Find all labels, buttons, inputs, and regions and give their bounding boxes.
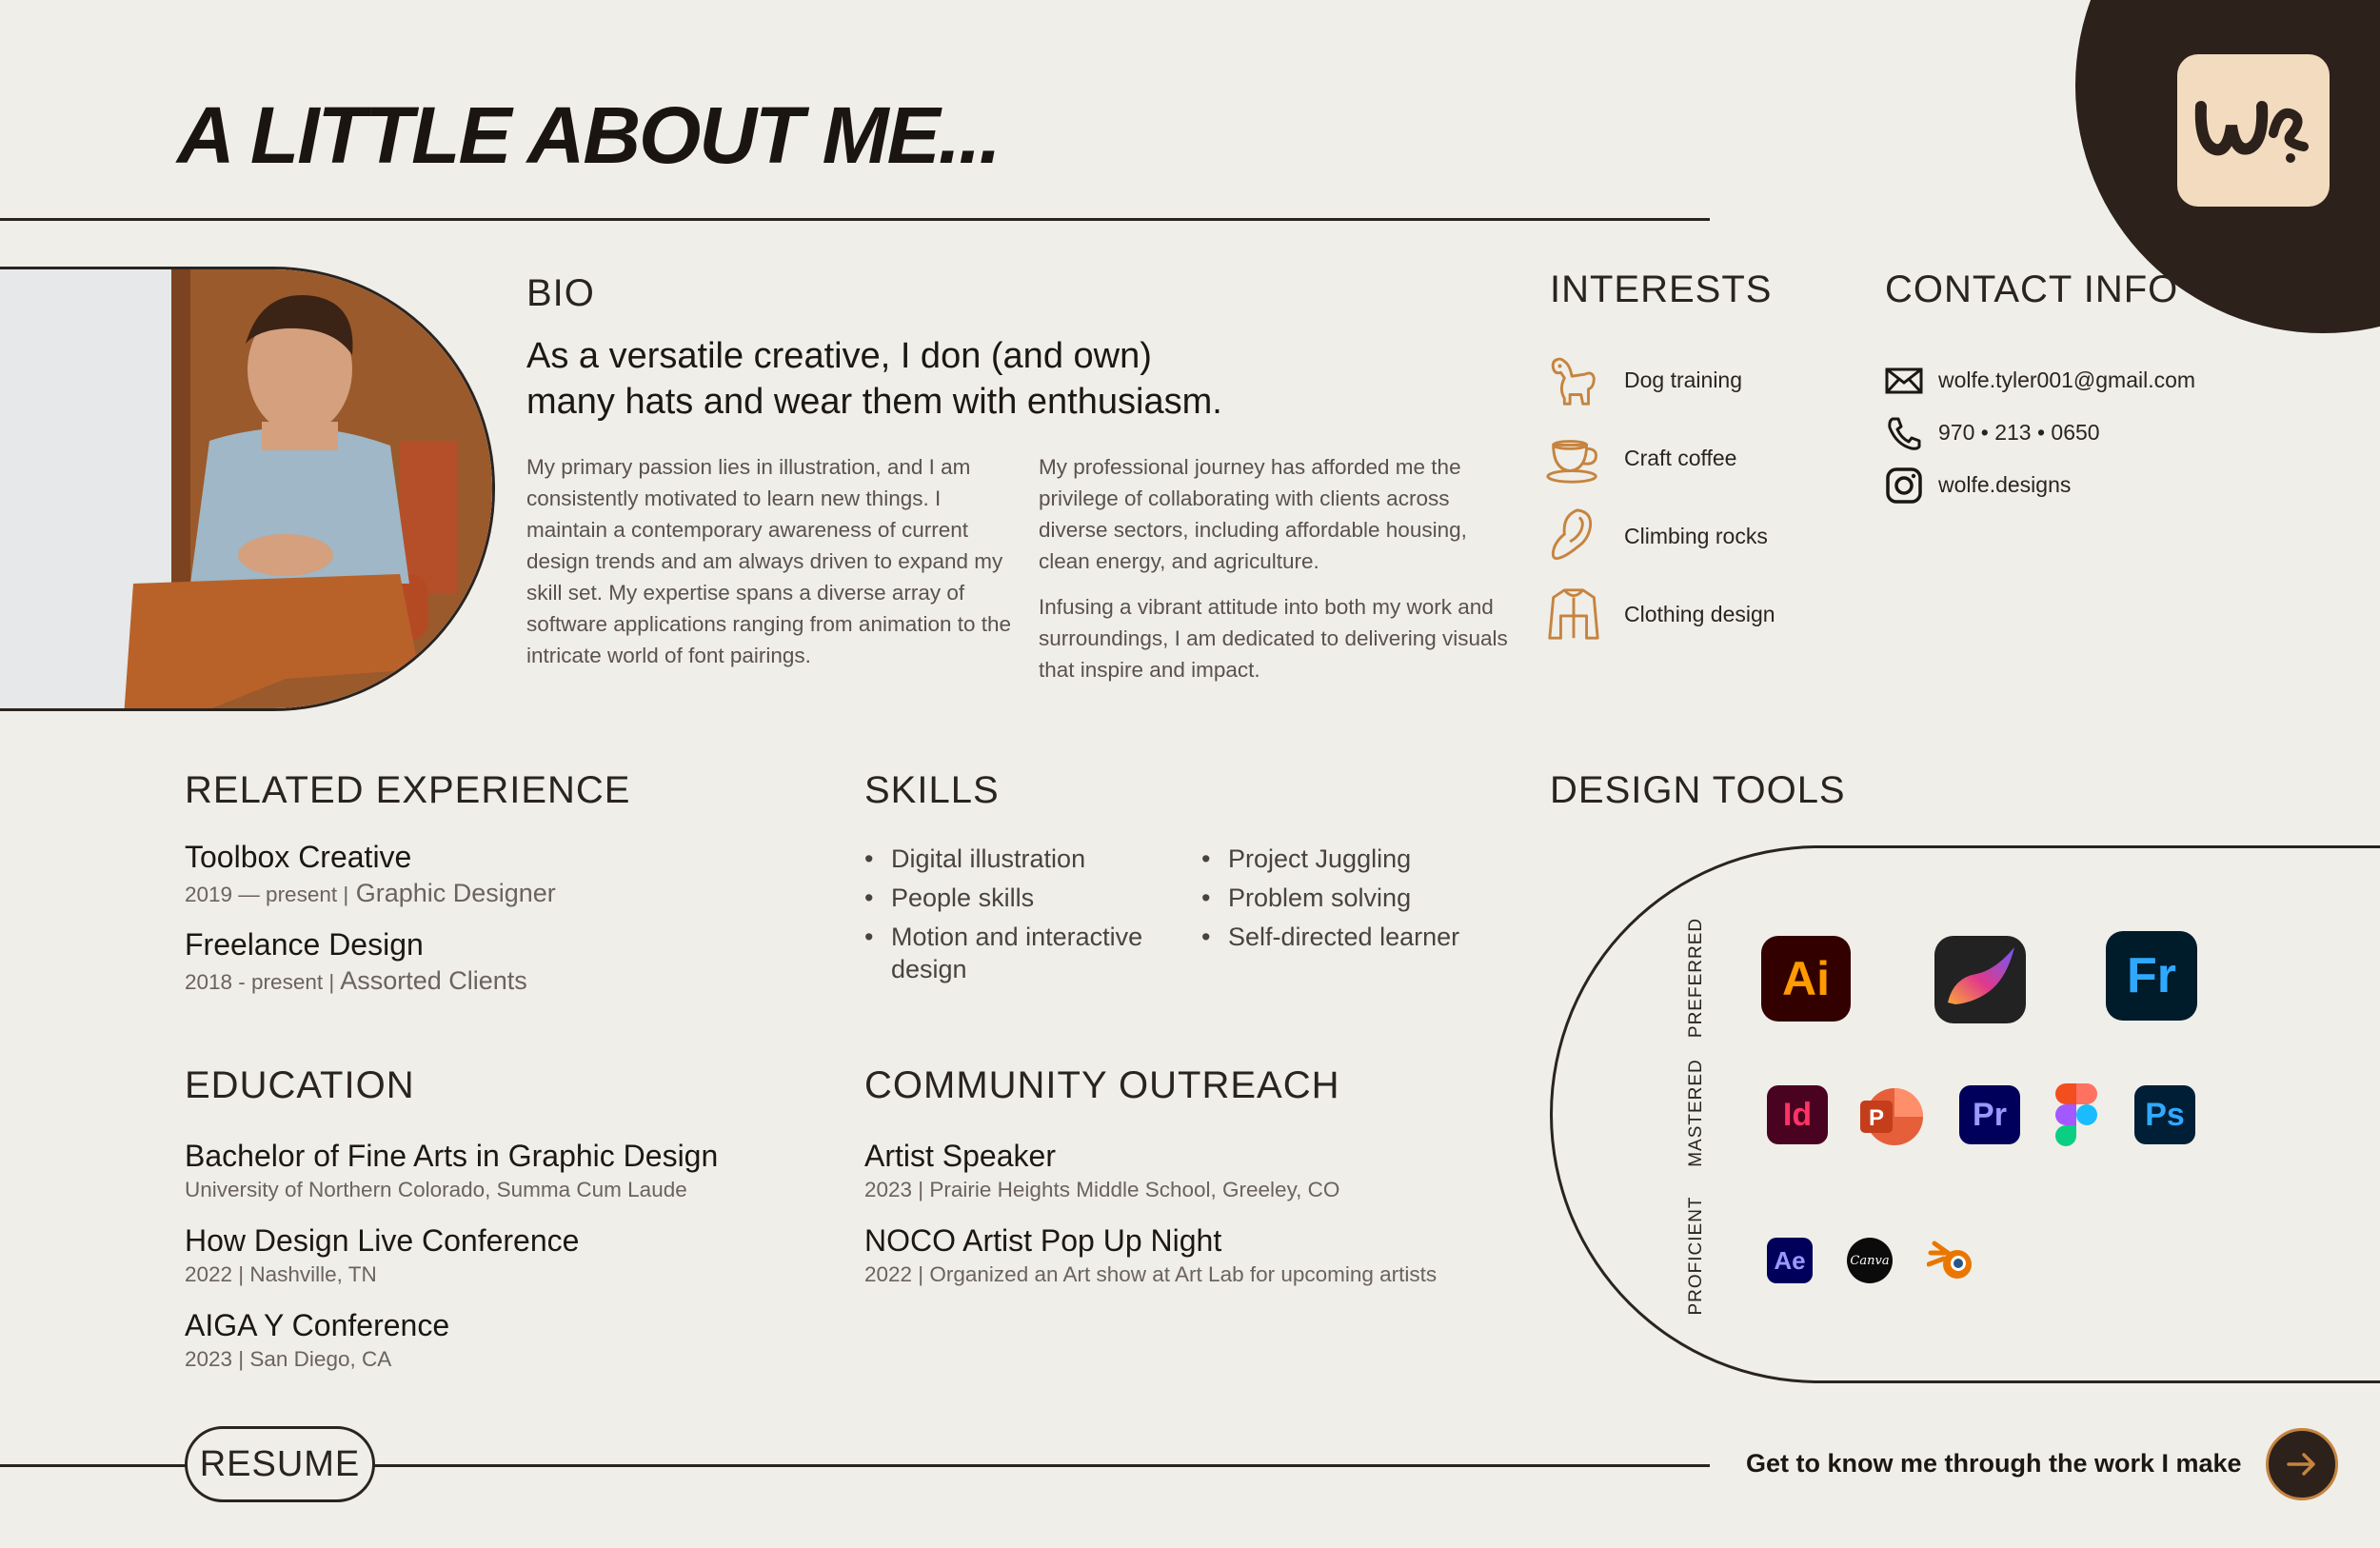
skills-list-2: [1201, 843, 1506, 960]
arrow-right-icon: [2285, 1451, 2319, 1478]
skill-item: • Motion and interactive design: [864, 921, 1179, 985]
education-title-text: How Design Live Conference: [185, 1223, 580, 1258]
tier-label-mastered: MASTERED: [1686, 1059, 1706, 1167]
profile-photo: [0, 267, 495, 711]
list-item: [1544, 347, 1775, 413]
outreach-meta: 2022 | Organized an Art show at Art Lab for upcoming artists: [864, 1262, 1438, 1286]
contact-list: [1885, 354, 2195, 511]
experience-dates: 2018 - present |: [185, 970, 335, 994]
education-list: [185, 1139, 718, 1372]
instagram-text: wolfe.designs: [1938, 472, 2072, 497]
powerpoint-shape: [1858, 1087, 1925, 1146]
after-effects-icon[interactable]: [1767, 1238, 1813, 1283]
portrait-image: [0, 269, 495, 711]
blender-icon[interactable]: [1927, 1240, 1978, 1281]
experience-list: [185, 840, 556, 996]
indesign-icon[interactable]: [1767, 1085, 1828, 1144]
illustrator-icon[interactable]: [1761, 936, 1851, 1022]
skill-item: • Problem solving: [1201, 882, 1506, 914]
list-item: [185, 840, 556, 908]
outreach-title: COMMUNITY OUTREACH: [864, 1064, 1340, 1106]
page-title: A LITTLE ABOUT ME...: [177, 90, 1000, 180]
interests-list: [1544, 347, 1775, 647]
interests-title: INTERESTS: [1550, 268, 1773, 310]
tier-label-preferred: PREFERRED: [1686, 917, 1706, 1039]
education-title-text: AIGA Y Conference: [185, 1308, 450, 1342]
skills-list-1: [864, 843, 1179, 992]
procreate-icon[interactable]: [1934, 936, 2026, 1023]
indesign-label: Id: [1782, 1096, 1813, 1133]
bio-title: BIO: [526, 272, 595, 314]
education-meta: University of Northern Colorado, Summa Cum Laude: [185, 1178, 687, 1201]
interest-label: Climbing rocks: [1624, 523, 1768, 548]
experience-role: Assorted Clients: [334, 966, 527, 995]
experience-meta: [185, 879, 556, 908]
list-item: [185, 1139, 718, 1202]
outreach-title-text: NOCO Artist Pop Up Night: [864, 1223, 1222, 1258]
experience-company: Freelance Design: [185, 927, 424, 962]
contact-title: CONTACT INFO: [1885, 268, 2179, 310]
list-item: [1544, 425, 1775, 491]
skills-title: SKILLS: [864, 769, 1000, 811]
phone-icon: [1885, 416, 1923, 450]
bio-tagline-1: As a versatile creative, I don (and own): [526, 336, 1152, 376]
coffee-cup-icon: [1544, 428, 1603, 487]
logo[interactable]: [2177, 54, 2330, 207]
list-item: [185, 1308, 718, 1372]
skill-item: • Digital illustration: [864, 843, 1179, 875]
contact-instagram[interactable]: [1885, 459, 2195, 511]
fresco-icon[interactable]: [2106, 931, 2197, 1021]
cta-arrow-button[interactable]: [2266, 1428, 2338, 1500]
mail-icon: [1885, 367, 1923, 395]
contact-phone[interactable]: [1885, 407, 2195, 459]
premiere-icon[interactable]: [1959, 1085, 2020, 1144]
skill-item: • Self-directed learner: [1201, 921, 1506, 953]
powerpoint-icon[interactable]: [1858, 1087, 1925, 1146]
experience-title: RELATED EXPERIENCE: [185, 769, 631, 811]
experience-dates: 2019 — present |: [185, 883, 349, 906]
instagram-icon: [1885, 466, 1923, 505]
education-title-text: Bachelor of Fine Arts in Graphic Design: [185, 1139, 719, 1173]
canva-label: Canva: [1850, 1253, 1890, 1268]
bio-paragraph-2: My professional journey has afforded me the privilege of collaborating with clients across diverse sectors, including affordable housing, clean energy, and agriculture.: [1039, 455, 1467, 573]
experience-company: Toolbox Creative: [185, 840, 412, 874]
bio-tagline-2: many hats and wear them with enthusiasm.: [526, 382, 1222, 422]
figma-icon[interactable]: [2054, 1083, 2098, 1148]
education-title: EDUCATION: [185, 1064, 415, 1106]
skill-item: • People skills: [864, 882, 1179, 914]
list-item: [864, 1139, 1437, 1202]
phone-text: 970 • 213 • 0650: [1938, 420, 2100, 445]
outreach-title-text: Artist Speaker: [864, 1139, 1056, 1173]
experience-role: Graphic Designer: [348, 879, 556, 907]
photoshop-label: Ps: [2145, 1096, 2185, 1133]
header-divider: [0, 218, 1710, 221]
illustrator-label: Ai: [1782, 952, 1830, 1005]
list-item: [1544, 581, 1775, 647]
canva-icon[interactable]: [1847, 1238, 1893, 1283]
bio-paragraph-1: My primary passion lies in illustration, and I am consistently motivated to learn new things. I maintain a contemporary awareness of current design trends and am always driven to expand my skill set. My expertise spans a diverse array of software applications ranging from animation to the intricate world of font pairings.: [526, 455, 1012, 667]
cta-text[interactable]: Get to know me through the work I make: [1746, 1449, 2242, 1478]
blender-shape: [1927, 1240, 1978, 1281]
jacket-icon: [1544, 585, 1603, 644]
list-item: [864, 1223, 1437, 1287]
education-meta: 2023 | San Diego, CA: [185, 1347, 392, 1371]
logo-mark-icon: [2192, 88, 2315, 173]
bio-paragraph-3: Infusing a vibrant attitude into both my work and surroundings, I am dedicated to delivering visuals that inspire and impact.: [1039, 595, 1508, 682]
after-effects-label: Ae: [1774, 1245, 1806, 1275]
powerpoint-label: P: [1868, 1105, 1885, 1131]
photoshop-icon[interactable]: [2134, 1085, 2195, 1144]
list-item: [185, 927, 556, 996]
climbing-hold-icon: [1544, 506, 1603, 566]
figma-shape: [2054, 1083, 2098, 1148]
outreach-meta: 2023 | Prairie Heights Middle School, Greeley, CO: [864, 1178, 1340, 1201]
list-item: [1544, 503, 1775, 569]
education-meta: 2022 | Nashville, TN: [185, 1262, 377, 1286]
outreach-list: [864, 1139, 1437, 1287]
fresco-label: Fr: [2127, 948, 2176, 1003]
email-text: wolfe.tyler001@gmail.com: [1938, 367, 2196, 392]
dog-icon: [1544, 350, 1603, 409]
interest-label: Craft coffee: [1624, 445, 1737, 470]
tools-title: DESIGN TOOLS: [1550, 769, 1846, 811]
resume-button[interactable]: RESUME: [185, 1426, 375, 1502]
interest-label: Clothing design: [1624, 601, 1775, 626]
interest-label: Dog training: [1624, 367, 1743, 392]
procreate-brush: [1934, 936, 2026, 1023]
tier-label-proficient: PROFICIENT: [1686, 1196, 1706, 1316]
skill-item: • Project Juggling: [1201, 843, 1506, 875]
experience-meta: [185, 966, 556, 996]
contact-email[interactable]: [1885, 354, 2195, 407]
premiere-label: Pr: [1973, 1096, 2007, 1133]
list-item: [185, 1223, 718, 1287]
